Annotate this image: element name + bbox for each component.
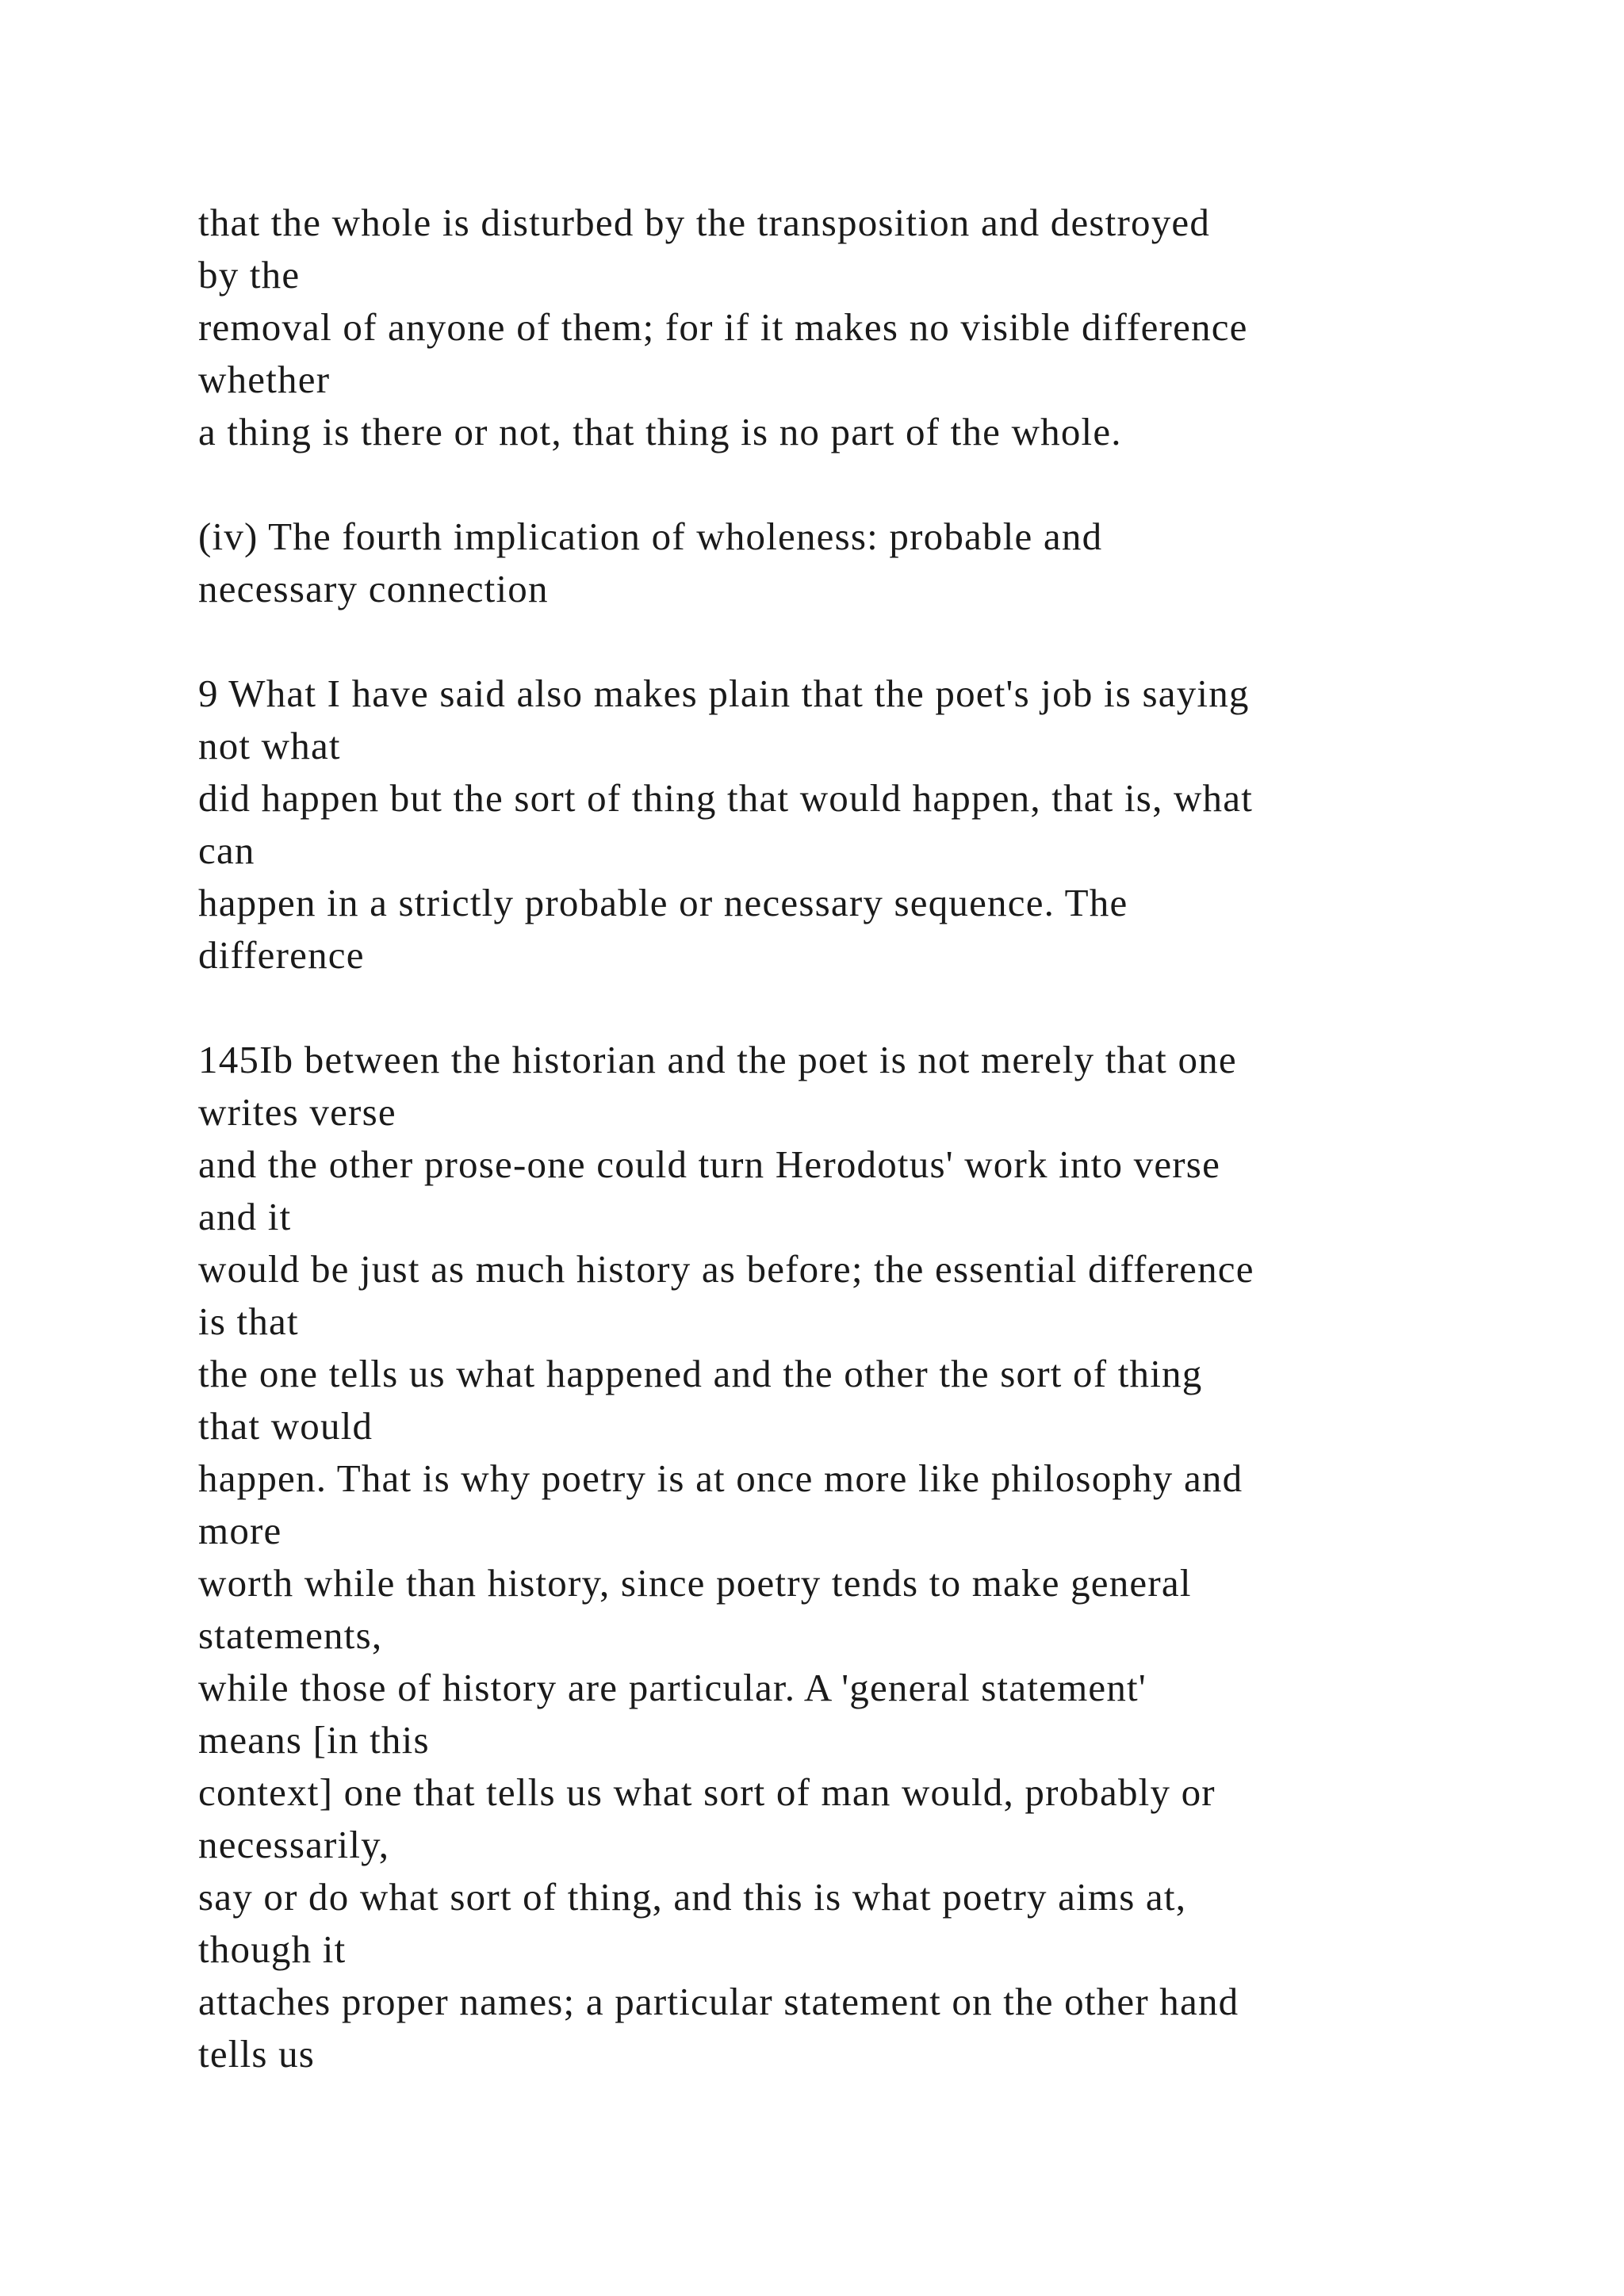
text-line: necessarily,: [198, 1823, 390, 1866]
text-line: by the: [198, 253, 301, 297]
text-line: did happen but the sort of thing that would happen, that is, what: [198, 776, 1254, 820]
text-line: more: [198, 1509, 282, 1552]
text-line: writes verse: [198, 1090, 396, 1134]
text-line: and it: [198, 1195, 292, 1238]
text-line: that would: [198, 1404, 373, 1448]
text-line: 9 What I have said also makes plain that the poet's job is saying: [198, 672, 1250, 715]
blank-line: [198, 615, 1507, 668]
text-line: the one tells us what happened and the other the sort of thing: [198, 1352, 1203, 1395]
text-line: happen in a strictly probable or necessary sequence. The: [198, 881, 1128, 924]
body-text: [198, 197, 1507, 2080]
section-heading-line: (iv) The fourth implication of wholeness: probable and: [198, 515, 1103, 558]
text-line: statements,: [198, 1613, 383, 1657]
text-line: 145Ib between the historian and the poet is not merely that one: [198, 1038, 1237, 1081]
text-line: whether: [198, 358, 331, 401]
text-line: happen. That is why poetry is at once more like philosophy and: [198, 1456, 1243, 1500]
text-line: while those of history are particular. A 'general statement': [198, 1666, 1147, 1709]
text-line: removal of anyone of them; for if it makes no visible difference: [198, 305, 1248, 349]
text-line: not what: [198, 724, 341, 767]
blank-line: [198, 982, 1507, 1034]
text-line: though it: [198, 1927, 347, 1971]
text-line: would be just as much history as before; the essential difference: [198, 1247, 1254, 1291]
text-line: that the whole is disturbed by the transposition and destroyed: [198, 201, 1211, 244]
text-line: difference: [198, 933, 365, 977]
text-line: a thing is there or not, that thing is no part of the whole.: [198, 410, 1122, 453]
text-line: means [in this: [198, 1718, 430, 1762]
text-line: worth while than history, since poetry tends to make general: [198, 1561, 1192, 1605]
text-line: say or do what sort of thing, and this is what poetry aims at,: [198, 1875, 1187, 1919]
text-line: context] one that tells us what sort of man would, probably or: [198, 1770, 1216, 1814]
blank-line: [198, 458, 1507, 511]
section-heading-line: necessary connection: [198, 567, 549, 610]
text-line: tells us: [198, 2032, 316, 2076]
text-line: attaches proper names; a particular statement on the other hand: [198, 1980, 1239, 2023]
text-line: can: [198, 828, 255, 872]
text-line: and the other prose-one could turn Herodotus' work into verse: [198, 1142, 1221, 1186]
text-line: is that: [198, 1299, 299, 1343]
